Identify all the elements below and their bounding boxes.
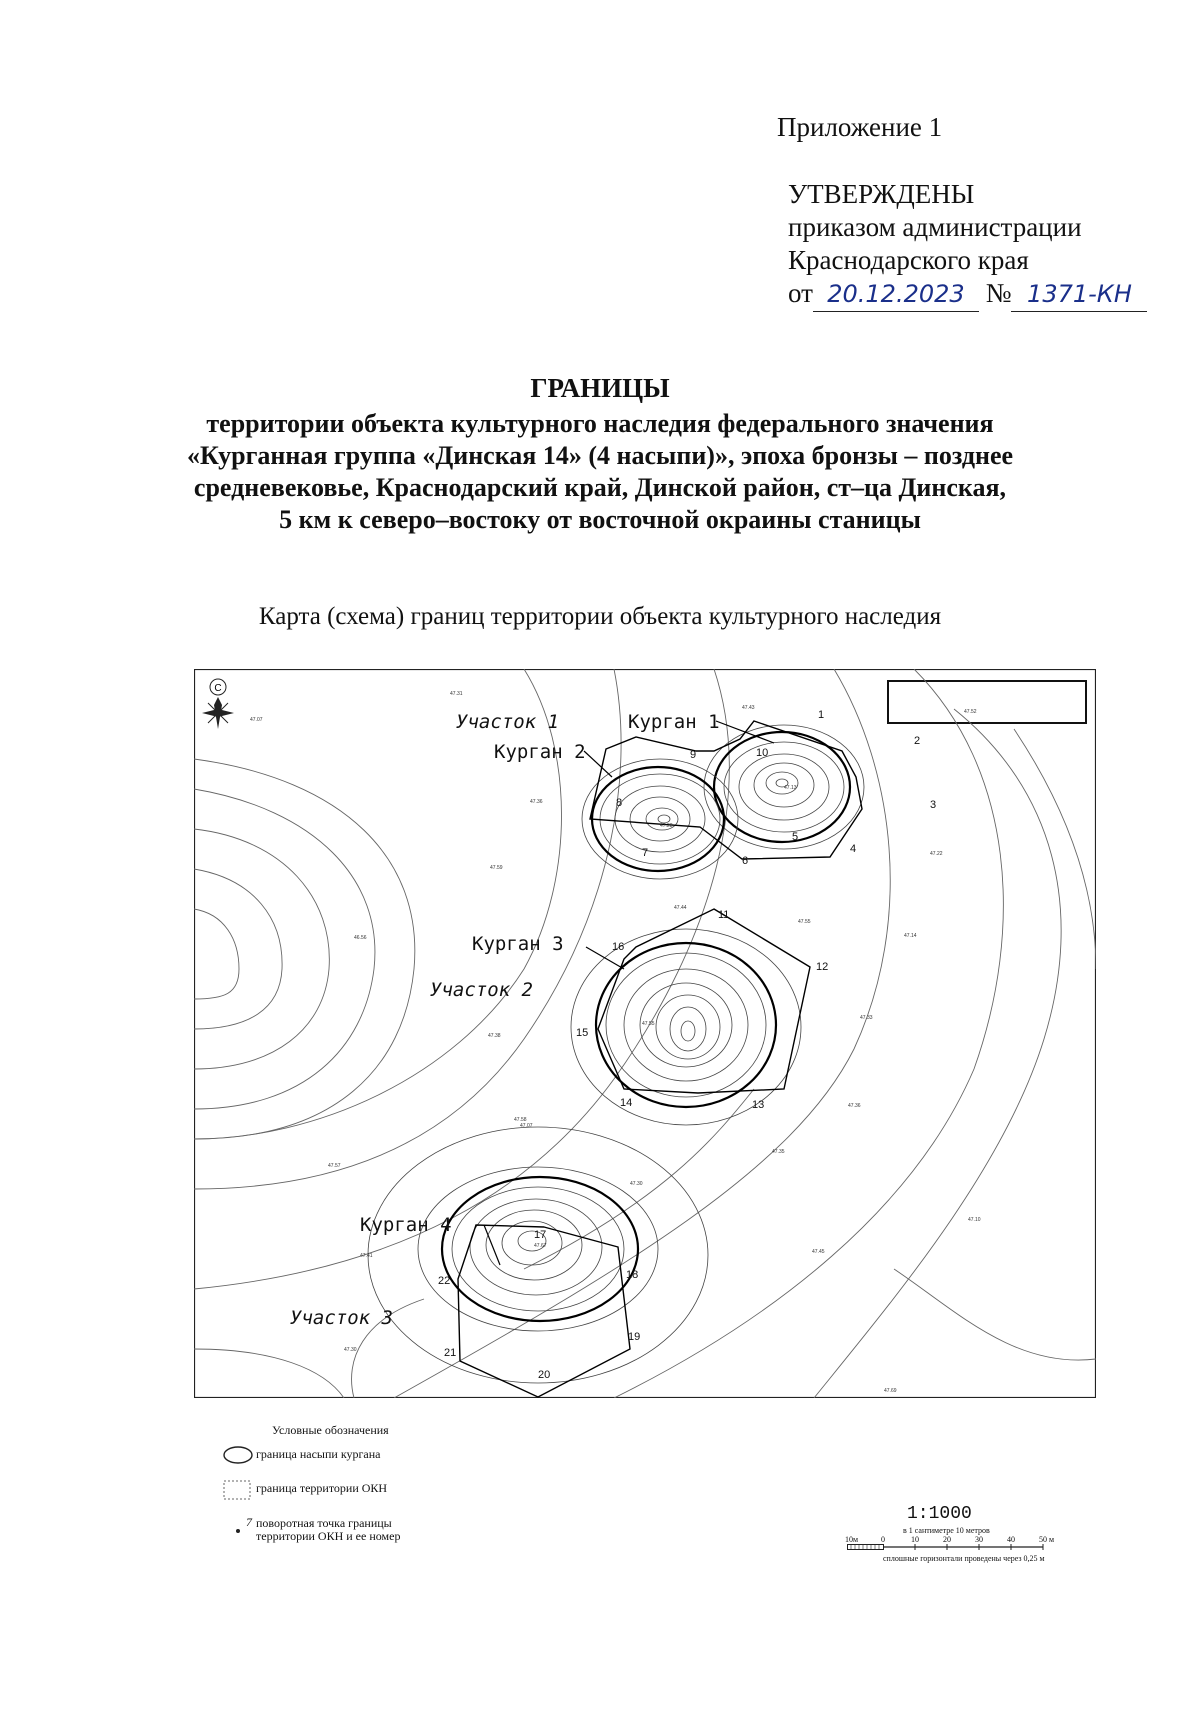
elevation-mark: 47.43: [742, 705, 755, 711]
elevation-mark: 47.57: [328, 1163, 341, 1169]
legend-title: Условные обозначения: [272, 1423, 389, 1437]
kurgan-3-label: Курган 3: [472, 933, 564, 955]
approved-date-line: [788, 277, 1147, 312]
point-label: 15: [576, 1027, 589, 1039]
title-main: ГРАНИЦЫ: [530, 373, 670, 403]
kurgan-2-label: Курган 2: [494, 741, 586, 763]
site-1-label: Участок 1: [456, 711, 559, 733]
north-letter: С: [214, 683, 222, 694]
site-3-label: Участок 3: [290, 1307, 393, 1329]
appendix-label: Приложение 1: [777, 112, 943, 142]
approved-line2: Краснодарского края: [788, 245, 1029, 275]
from-label: от: [788, 278, 813, 308]
point-label: 14: [620, 1097, 633, 1109]
elevation-mark: 47.14: [904, 933, 917, 939]
number-label: №: [985, 278, 1012, 308]
legend-item-mound: граница насыпи кургана: [256, 1447, 381, 1461]
point-label: 19: [628, 1331, 641, 1343]
elevation-mark: 47.52: [964, 709, 977, 715]
point-label: 16: [612, 941, 625, 953]
title-line4: 5 км к северо–востоку от восточной окраины станицы: [279, 505, 921, 534]
elevation-mark: 47.69: [884, 1388, 897, 1394]
elevation-mark: 47.33: [860, 1015, 873, 1021]
point-label: 4: [850, 843, 857, 855]
elevation-mark: 47.10: [968, 1217, 981, 1223]
approved-line1: приказом администрации: [788, 212, 1082, 242]
elevation-mark: 46.56: [354, 935, 367, 941]
scale-tick: 50 м: [1039, 1535, 1055, 1544]
point-label: 18: [626, 1269, 639, 1281]
legend-item-point-line2: территории ОКН и ее номер: [256, 1529, 401, 1543]
point-label: 22: [438, 1275, 451, 1287]
elevation-mark: 47.07: [520, 1123, 533, 1129]
elevation-mark: 47.55: [642, 1021, 655, 1027]
site-2-label: Участок 2: [430, 979, 533, 1001]
handwritten-date: 20.12.2023: [813, 278, 979, 312]
point-label: 6: [742, 855, 749, 867]
map-scale: [845, 1504, 1065, 1574]
elevation-mark: 47.30: [344, 1347, 357, 1353]
point-label: 11: [718, 909, 730, 921]
scale-ratio: 1:1000: [907, 1504, 972, 1524]
handwritten-number: 1371-КН: [1011, 278, 1147, 312]
scale-tick: 30: [975, 1535, 983, 1544]
elevation-mark: 47.36: [848, 1103, 861, 1109]
scale-note: сплошные горизонтали проведены через 0,25 м: [883, 1554, 1045, 1563]
point-label: 20: [538, 1369, 551, 1381]
point-label: 8: [616, 797, 623, 809]
kurgan-4-label: Курган 4: [360, 1214, 452, 1236]
map-subtitle: Карта (схема) границ территории объекта культурного наследия: [258, 603, 942, 630]
point-label: 17: [534, 1229, 547, 1241]
point-label: 5: [792, 831, 799, 843]
elevation-mark: 47.55: [798, 919, 811, 925]
point-label: 21: [444, 1347, 457, 1359]
elevation-mark: 47.58: [514, 1117, 527, 1123]
point-label: 13: [752, 1099, 765, 1111]
elevation-mark: 47.35: [772, 1149, 785, 1155]
legend-item-point-line1: поворотная точка границы: [256, 1516, 392, 1530]
elevation-marks: [194, 669, 1096, 1398]
title-line1: территории объекта культурного наследия федерального значения: [206, 409, 994, 438]
scale-subtitle: в 1 сантиметре 10 метров: [903, 1526, 990, 1535]
elevation-mark: 47.31: [450, 691, 463, 697]
scale-tick: 10: [911, 1535, 919, 1544]
scale-tick: 20: [943, 1535, 951, 1544]
scale-bar: [847, 1544, 1047, 1552]
elevation-mark: 47.67: [534, 1243, 547, 1249]
point-label: 7: [642, 847, 649, 859]
approved-heading: УТВЕРЖДЕНЫ: [788, 179, 975, 209]
approval-block: [788, 178, 1147, 312]
legend-point-mark: 7: [246, 1515, 252, 1529]
elevation-mark: 47.36: [530, 799, 543, 805]
elevation-mark: 47.28: [660, 823, 673, 829]
legend-item-territory: граница территории ОКН: [256, 1481, 388, 1495]
elevation-mark: 47.07: [250, 717, 263, 723]
elevation-mark: 47.30: [630, 1181, 643, 1187]
point-label: 12: [816, 961, 829, 973]
point-label: 3: [930, 799, 937, 811]
point-label: 2: [914, 735, 921, 747]
point-label: 10: [756, 747, 769, 759]
title-line2: «Курганная группа «Динская 14» (4 насыпи)», эпоха бронзы – позднее: [186, 441, 1014, 470]
elevation-mark: 47.13: [784, 785, 797, 791]
document-title: [90, 372, 1110, 536]
elevation-mark: 47.45: [812, 1249, 825, 1255]
elevation-mark: 47.59: [490, 865, 503, 871]
elevation-mark: 47.38: [488, 1033, 501, 1039]
scale-tick: 40: [1007, 1535, 1015, 1544]
scale-tick: 0: [881, 1535, 885, 1544]
elevation-mark: 47.44: [674, 905, 687, 911]
elevation-mark: 47.22: [930, 851, 943, 857]
point-label: 1: [818, 709, 825, 721]
title-line3: средневековье, Краснодарский край, Динской район, ст–ца Динская,: [193, 473, 1007, 502]
scale-tick: 10м: [845, 1535, 859, 1544]
point-label: 9: [690, 749, 697, 761]
kurgan-1-label: Курган 1: [628, 711, 720, 733]
elevation-mark: 47.41: [360, 1253, 373, 1259]
